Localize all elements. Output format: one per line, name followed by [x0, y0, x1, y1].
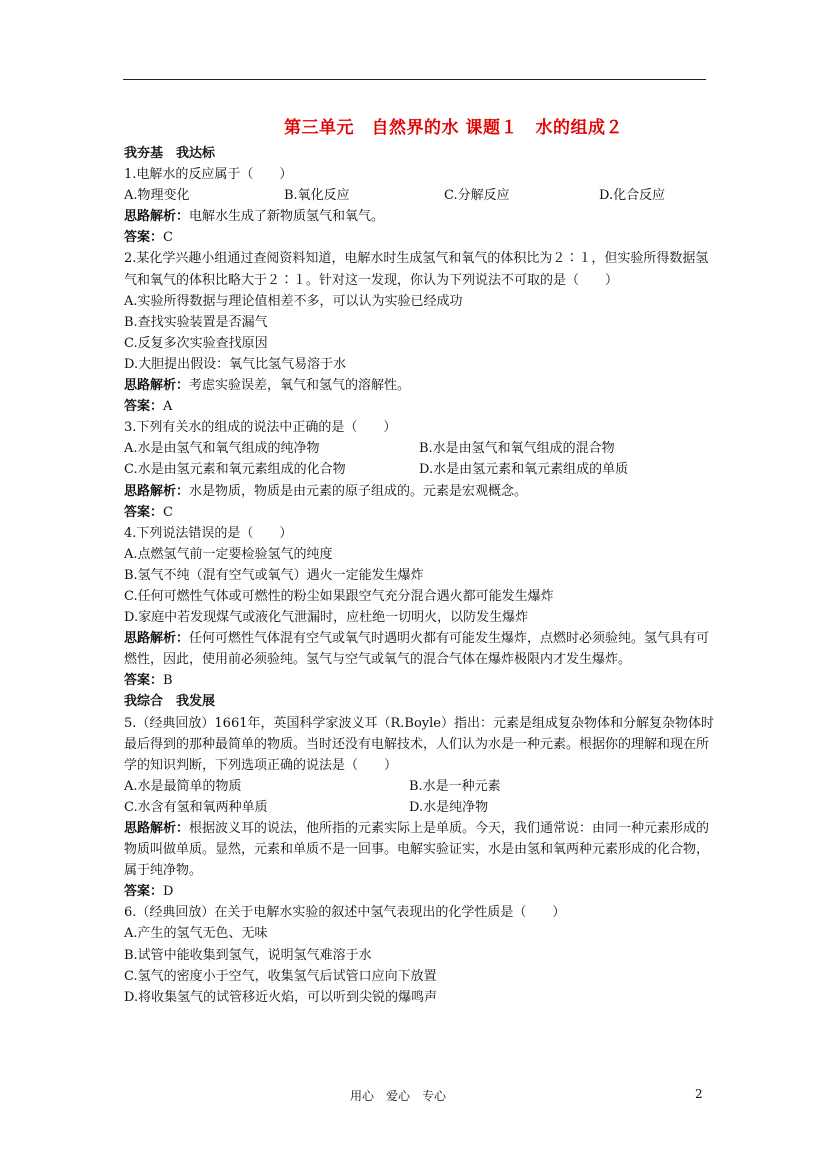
option-b: B.氧化反应: [284, 188, 350, 204]
answer-value: C: [163, 504, 173, 520]
question-3-options-row1: [124, 438, 714, 459]
option-c: C.反复多次实验查找原因: [124, 335, 268, 351]
question-4-analysis: [124, 628, 714, 670]
question-1-answer: [124, 227, 714, 248]
answer-value: A: [163, 399, 173, 415]
analysis-label: 思路解析：: [124, 209, 190, 225]
option-d: D.水是由氢元素和氧元素组成的单质: [419, 462, 629, 478]
option-d: D.水是纯净物: [409, 799, 489, 815]
question-4-answer: [124, 670, 714, 691]
analysis-text: 水是物质，物质是由元素的原子组成的。元素是宏观概念。: [189, 483, 528, 499]
question-2-answer: [124, 396, 714, 417]
header-rule: [123, 79, 706, 80]
answer-label: 答案：: [124, 230, 164, 246]
question-5-options-row2: [124, 797, 714, 818]
option-c: C.任何可燃性气体或可燃性的粉尘如果跟空气充分混合遇火都可能发生爆炸: [124, 588, 554, 604]
question-1-options: [124, 185, 714, 206]
option-b: B.试管中能收集到氢气，说明氢气难溶于水: [124, 947, 372, 963]
option-d: D.将收集氢气的试管移近火焰，可以听到尖锐的爆鸣声: [124, 989, 438, 1005]
answer-label: 答案：: [124, 399, 164, 415]
answer-value: C: [163, 230, 173, 246]
option-b: B.水是由氢气和氧气组成的混合物: [419, 441, 615, 457]
option-b: B.水是一种元素: [409, 778, 501, 794]
page-number: 2: [695, 1087, 703, 1101]
question-5-answer: [124, 881, 714, 902]
option-c: C.氢气的密度小于空气，收集氢气后试管口应向下放置: [124, 968, 437, 984]
question-3-stem: 3.下列有关水的组成的说法中正确的是（ ）: [124, 420, 397, 436]
question-1-stem: 1.电解水的反应属于（ ）: [124, 167, 293, 183]
page-title: 第三单元 自然界的水 课题１ 水的组成２: [284, 118, 623, 138]
question-3-analysis: [124, 481, 714, 502]
option-a: A.实验所得数据与理论值相差不多，可以认为实验已经成功: [124, 293, 463, 309]
analysis-text: 任何可燃性气体混有空气或氧气时遇明火都有可能发生爆炸，点燃时必须验纯。氢气具有可燃性，因此，使用前必须验纯。氢气与空气或氧气的混合气体在爆炸极限内才发生爆炸。: [124, 631, 710, 668]
option-a: A.水是最简单的物质: [124, 778, 242, 794]
option-c: C.水含有氢和氧两种单质: [124, 799, 268, 815]
analysis-text: 根据波义耳的说法，他所指的元素实际上是单质。今天，我们通常说：由同一种元素形成的物质叫做单质。显然，元素和单质不是一回事。电解实验证实，水是由氢和氧两种元素形成的化合物，属于纯净物。: [124, 821, 710, 879]
option-d: D.大胆提出假设：氧气比氢气易溶于水: [124, 356, 347, 372]
question-2-stem: 2.某化学兴趣小组通过查阅资料知道，电解水时生成氢气和氧气的体积比为２∶１，但实验所得数据氢气和氧气的体积比略大于２∶１。针对这一发现，你认为下列说法不可取的是（ ）: [124, 251, 709, 288]
analysis-label: 思路解析：: [124, 483, 190, 499]
answer-value: D: [163, 884, 174, 900]
question-1-analysis: [124, 206, 714, 227]
section-heading: 我综合 我发展: [124, 694, 216, 710]
option-a: A.水是由氢气和氧气组成的纯净物: [124, 441, 320, 457]
question-2-analysis: [124, 375, 714, 396]
answer-label: 答案：: [124, 504, 164, 520]
analysis-label: 思路解析：: [124, 378, 190, 394]
question-5-analysis: [124, 818, 714, 881]
option-a: A.物理变化: [124, 188, 190, 204]
analysis-label: 思路解析：: [124, 821, 190, 836]
question-6-stem: 6.（经典回放）在关于电解水实验的叙述中氢气表现出的化学性质是（ ）: [124, 905, 566, 921]
option-c: C.分解反应: [444, 188, 510, 204]
question-5-stem: 5.（经典回放）1661年，英国科学家波义耳（R.Boyle）指出：元素是组成复杂物体和分解复杂物体时最后得到的那种最简单的物质。当时还没有电解技术，人们认为水是一种元素。根据你的理解和现在所学的知识判断，下列选项正确的说法是（ ）: [124, 715, 714, 773]
option-b: B.查找实验装置是否漏气: [124, 314, 268, 330]
question-3-options-row2: [124, 459, 714, 480]
analysis-text: 考虑实验误差，氧气和氢气的溶解性。: [189, 378, 411, 394]
option-d: D.化合反应: [599, 188, 666, 204]
document-body: [124, 143, 714, 1008]
question-5-options-row1: [124, 776, 714, 797]
option-b: B.氢气不纯（混有空气或氧气）遇火一定能发生爆炸: [124, 567, 424, 583]
analysis-text: 电解水生成了新物质氢气和氧气。: [189, 209, 385, 225]
answer-label: 答案：: [124, 884, 164, 900]
footer-motto: 用心 爱心 专心: [350, 1089, 447, 1103]
analysis-label: 思路解析：: [124, 631, 190, 647]
answer-label: 答案：: [124, 673, 164, 689]
option-d: D.家庭中若发现煤气或液化气泄漏时，应杜绝一切明火，以防发生爆炸: [124, 610, 529, 626]
option-c: C.水是由氢元素和氧元素组成的化合物: [124, 462, 346, 478]
question-4-stem: 4.下列说法错误的是（ ）: [124, 525, 293, 541]
option-a: A.点燃氢气前一定要检验氢气的纯度: [124, 546, 333, 562]
question-3-answer: [124, 502, 714, 523]
answer-value: B: [163, 673, 173, 689]
section-heading: 我夯基 我达标: [124, 146, 216, 161]
option-a: A.产生的氢气无色、无味: [124, 926, 268, 942]
